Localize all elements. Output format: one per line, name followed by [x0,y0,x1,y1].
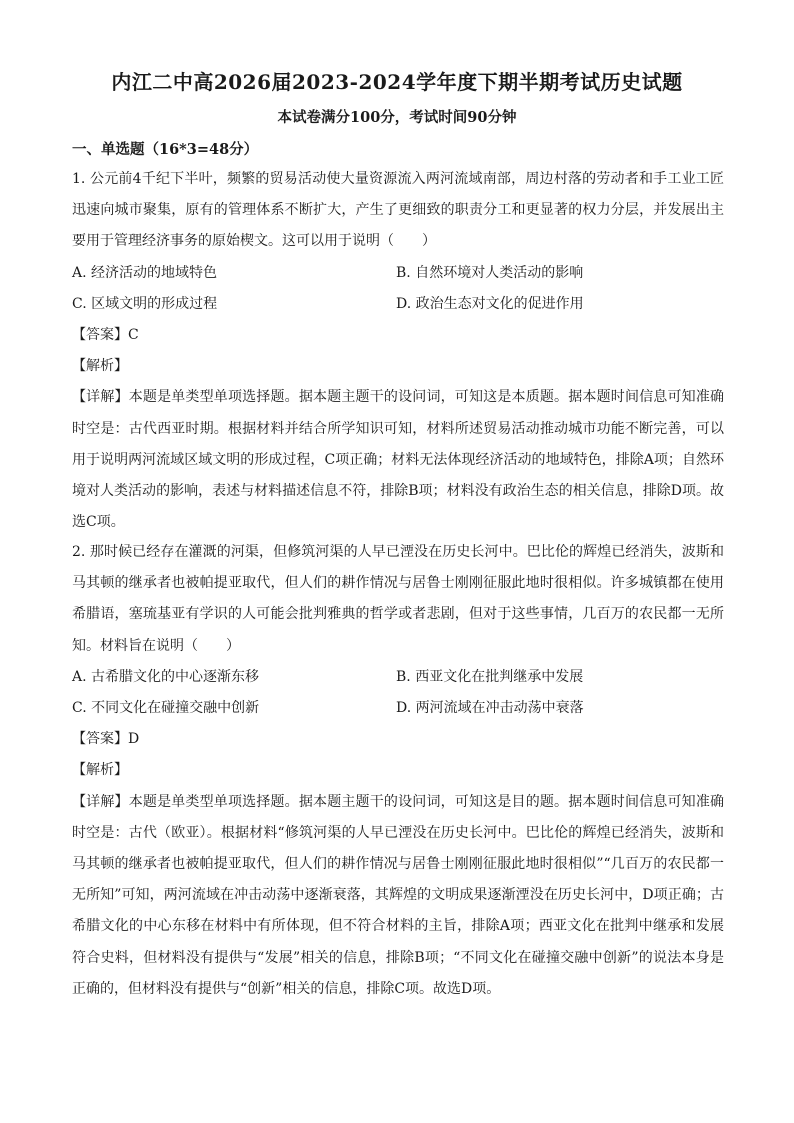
answer-value: D [128,731,140,748]
answer-line [72,724,724,755]
option-a: A. 古希腊文化的中心逐渐东移 [72,668,260,685]
answer-value: C [128,327,139,344]
question-stem: 1. 公元前4千纪下半叶，频繁的贸易活动使大量资源流入两河流域南部，周边村落的劳动者和手工业工匠迅速向城市聚集，原有的管理体系不断扩大，产生了更细致的职责分工和更显著的权力分层，并发展出主要用于管理经济事务的原始楔文。这可以用于说明（ ） [72,171,724,250]
option-c: C. 不同文化在碰撞交融中创新 [72,700,260,717]
detail-tag: 【详解】 [72,389,129,406]
question-2 [72,537,724,1005]
option-a: A. 经济活动的地域特色 [72,264,218,281]
option-list [72,662,724,724]
exam-subtitle: 本试卷满分100分，考试时间90分钟 [277,109,517,126]
question-1 [72,164,724,538]
exam-title: 内江二中高2026届2023-2024学年度下期半期考试历史试题 [111,70,683,94]
analysis-tag: 【解析】 [72,762,128,779]
option-d: D. 两河流域在冲击动荡中衰落 [396,700,584,717]
detail-tag: 【详解】 [72,793,129,810]
option-d: D. 政治生态对文化的促进作用 [396,295,584,312]
detail-paragraph [72,382,724,538]
answer-tag: 【答案】 [72,731,128,748]
option-list [72,258,724,320]
section-heading: 一、单选题（16*3=48分） [72,141,259,158]
answer-tag: 【答案】 [72,327,128,344]
detail-paragraph [72,787,724,1005]
option-b: B. 自然环境对人类活动的影响 [396,264,584,281]
detail-text: 本题是单类型单项选择题。据本题主题干的设问词，可知这是本质题。据本题时间信息可知准确时空是：古代西亚时期。根据材料并结合所学知识可知，材料所述贸易活动推动城市功能不断完善，可以用于说明两河流域区域文明的形成过程，C项正确；材料无法体现经济活动的地域特色，排除A项；自然环境对人类活动的影响，表述与材料描述信息不符，排除B项；材料没有政治生态的相关信息，排除D项。故选C项。 [72,389,725,531]
analysis-tag: 【解析】 [72,358,128,375]
detail-text: 本题是单类型单项选择题。据本题主题干的设问词，可知这是目的题。据本题时间信息可知准确时空是：古代（欧亚）。根据材料“修筑河渠的人早已湮没在历史长河中。巴比伦的辉煌已经消失，波斯和马其顿的继承者也被帕提亚取代，但人们的耕作情况与居鲁士刚刚征服此地时很相似”“几百万的农民都一无所知”可知，两河流域在冲击动荡中逐渐衰落，其辉煌的文明成果逐渐湮没在历史长河中，D项正确；古希腊文化的中心东移在材料中有所体现，但不符合材料的主旨，排除A项；西亚文化在批判中继承和发展符合史料，但材料没有提供与“发展”相关的信息，排除B项；“不同文化在碰撞交融中创新”的说法本身是正确的，但材料没有提供与“创新”相关的信息，排除C项。故选D项。 [72,793,725,997]
question-stem: 2. 那时候已经存在灌溉的河渠，但修筑河渠的人早已湮没在历史长河中。巴比伦的辉煌已经消失，波斯和马其顿的继承者也被帕提亚取代，但人们的耕作情况与居鲁士刚刚征服此地时很相似。许多城镇都在使用希腊语，塞琉基亚有学识的人可能会批判雅典的哲学或者悲剧，但对于这些事情，几百万的农民都一无所知。材料旨在说明（ ） [72,544,724,654]
option-c: C. 区域文明的形成过程 [72,295,218,312]
answer-line [72,320,724,351]
option-b: B. 西亚文化在批判继承中发展 [396,668,584,685]
